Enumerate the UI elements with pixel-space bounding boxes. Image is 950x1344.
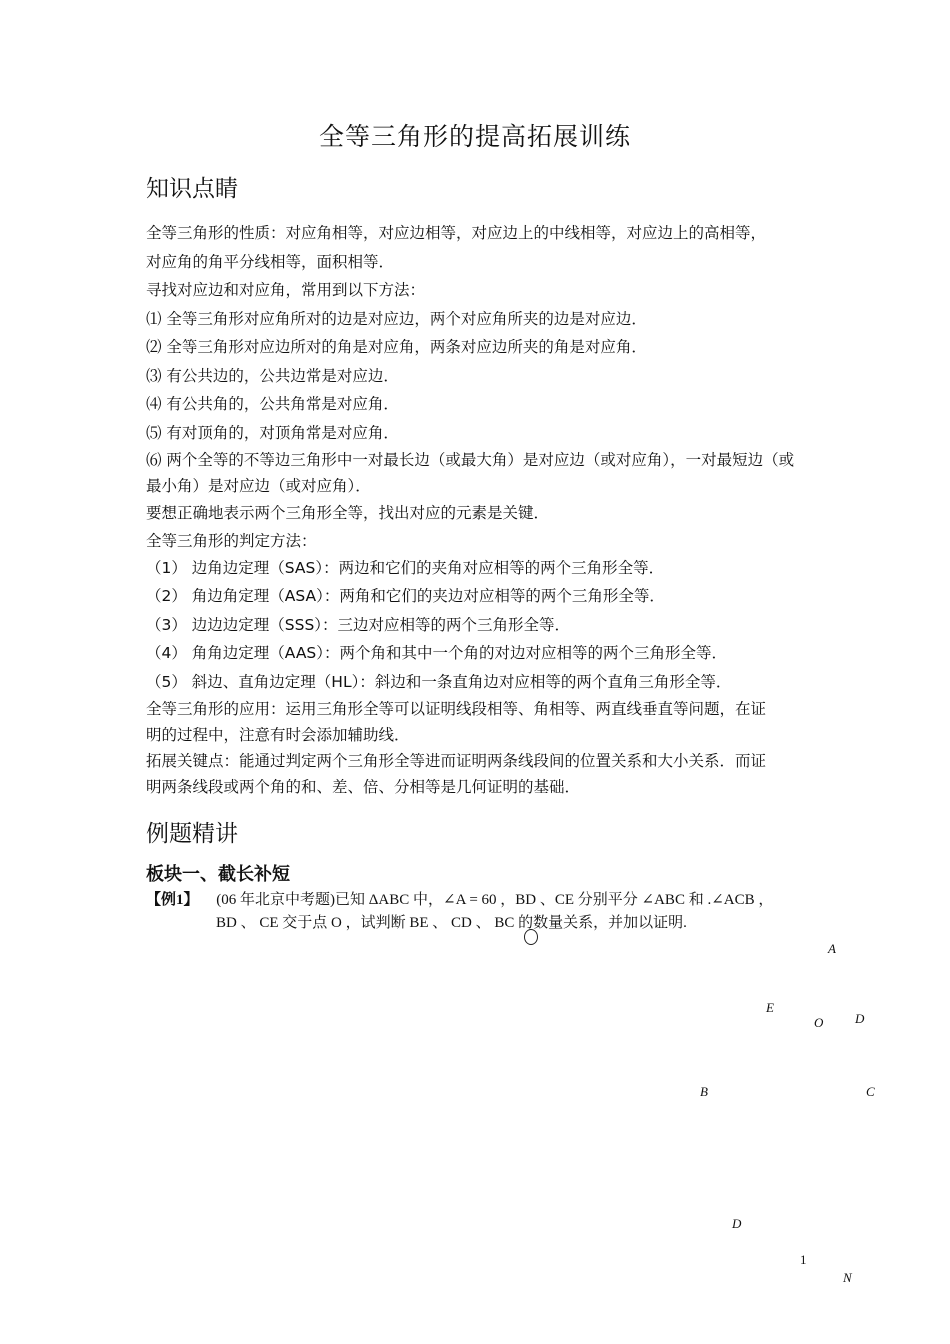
text-line: 明的过程中，注意有时会添加辅助线． <box>146 726 410 744</box>
text-line: （4） 角角边定理（AAS）：两个角和其中一个角的对边对应相等的两个三角形全等． <box>146 644 728 662</box>
text-line: ⑶ 有公共边的，公共边常是对应边． <box>146 366 399 385</box>
figure-label-n: N <box>843 1270 852 1285</box>
figure-label-b: B <box>700 1084 708 1099</box>
text-line: 最小角）是对应边（或对应角）． <box>146 477 371 495</box>
example-text-2: BD 、 CE 交于点 O ，试判断 BE 、 CD 、 BC 的数量关系，并加以证明. <box>216 915 687 931</box>
text-line: 全等三角形的应用：运用三角形全等可以证明线段相等、角相等、两直线垂直等问题，在证 <box>146 700 767 718</box>
text-line: 全等三角形的判定方法： <box>146 531 317 550</box>
text-line: 全等三角形的性质：对应角相等，对应边相等，对应边上的中线相等，对应边上的高相等， <box>146 224 767 242</box>
example-1 <box>146 889 816 935</box>
figure-label-d2: D <box>732 1216 742 1231</box>
figure-label-o: O <box>814 1015 824 1030</box>
figure-label-d: D <box>855 1011 865 1026</box>
text-line: ⑴ 全等三角形对应角所对的边是对应边，两个对应角所夹的边是对应边． <box>146 309 647 328</box>
text-line: ⑹ 两个全等的不等边三角形中一对最长边（或最大角）是对应边（或对应角），一对最短边（或 <box>146 451 795 469</box>
page-title: 全等三角形的提高拓展训练 <box>318 122 631 151</box>
section-heading-examples: 例题精讲 <box>146 821 238 847</box>
figure-label-c: C <box>866 1084 875 1099</box>
page-number: 1 <box>800 1252 807 1267</box>
figure-label-e: E <box>766 1000 774 1015</box>
text-line: ⑸ 有对顶角的，对顶角常是对应角． <box>146 423 399 442</box>
figure-label-a: A <box>828 941 836 956</box>
text-line: （2） 角边角定理（ASA）：两角和它们的夹边对应相等的两个三角形全等． <box>146 587 665 605</box>
text-line: 对应角的角平分线相等，面积相等． <box>146 252 395 271</box>
text-line: （1） 边角边定理（SAS）：两边和它们的夹角对应相等的两个三角形全等． <box>146 558 665 577</box>
text-line: （3） 边边边定理（SSS）：三边对应相等的两个三角形全等． <box>146 615 571 634</box>
text-line: （5） 斜边、直角边定理（HL）：斜边和一条直角边对应相等的两个直角三角形全等． <box>146 672 732 691</box>
knowledge-body <box>146 219 814 800</box>
text-line: 要想正确地表示两个三角形全等，找出对应的元素是关键． <box>146 504 550 522</box>
text-line: 明两条线段或两个角的和、差、倍、分相等是几何证明的基础． <box>146 778 581 796</box>
text-line: 寻找对应边和对应角，常用到以下方法： <box>146 281 426 299</box>
example-text-1: (06 年北京中考题)已知 ΔABC 中，∠A = 60 ，BD 、CE 分别平分 ∠ABC 和 .∠ACB ， <box>216 892 774 908</box>
text-line: ⑷ 有公共角的，公共角常是对应角． <box>146 395 399 413</box>
circle-mark <box>524 929 538 945</box>
text-line: 拓展关键点：能通过判定两个三角形全等进而证明两条线段间的位置关系和大小关系．而证 <box>146 752 767 770</box>
text-line: ⑵ 全等三角形对应边所对的角是对应角，两条对应边所夹的角是对应角． <box>146 338 647 356</box>
section-heading-knowledge: 知识点睛 <box>146 176 238 202</box>
example-tag: 【例1】 <box>146 892 199 908</box>
subsection-heading: 板块一、截长补短 <box>146 864 290 885</box>
example-line-1 <box>146 889 816 912</box>
